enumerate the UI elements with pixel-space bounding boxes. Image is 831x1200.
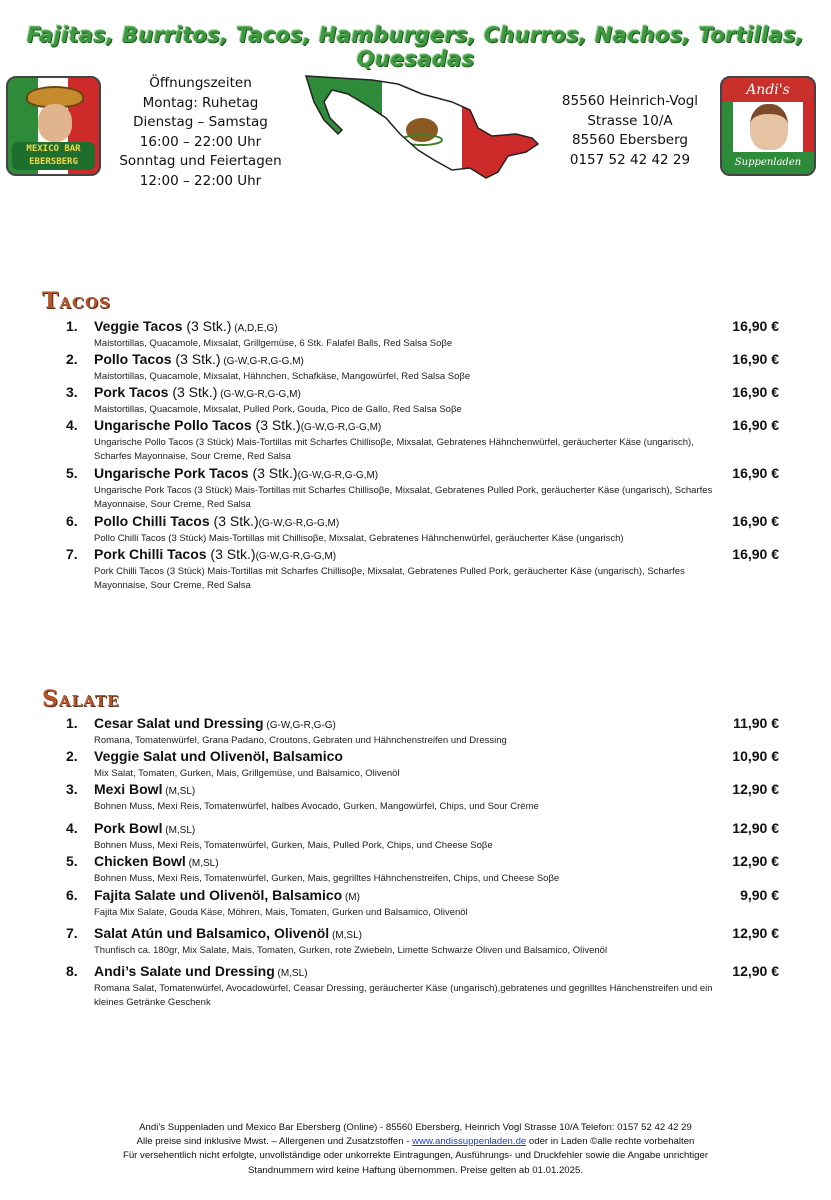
item-name: Pork Tacos	[94, 384, 169, 400]
phone-number: 0157 52 42 42 29	[569, 151, 691, 168]
item-price: 16,90 €	[732, 546, 779, 562]
item-price: 12,90 €	[732, 963, 779, 979]
item-name: Andi’s Salate und Dressing	[94, 963, 275, 979]
item-description: Pollo Chilli Tacos (3 Stück) Mais-Tortillas mit Chillisoβe, Mixsalat, Gebratenes Hähnchenwürfel, geräucherter Käse (ungarisch)	[94, 533, 624, 544]
address-block	[555, 92, 705, 170]
website-link[interactable]: www.andissuppenladen.de	[412, 1136, 527, 1148]
item-price: 16,90 €	[732, 513, 779, 529]
item-name: Ungarische Pork Tacos	[94, 465, 249, 481]
address-line: 85560 Ebersberg	[572, 132, 688, 148]
item-description: Mix Salat, Tomaten, Gurken, Mais, Grillgemüse, und Balsamico, Olivenöl	[94, 768, 400, 779]
item-name: Pollo Tacos	[94, 351, 172, 367]
item-price: 16,90 €	[732, 417, 779, 433]
footer	[60, 1121, 771, 1178]
menu-banner	[0, 20, 831, 71]
andis-suppenladen-logo	[720, 76, 816, 176]
item-description: Ungarische Pollo Tacos (3 Stück) Mais-Tortillas mit Scharfes Chillisoβe, Mixsalat, Gebratenes Hähnchenwürfel, geräucherter Käse (ungarisch), Scharfes Mayonnaise, Sour Creme, Red Salsa	[94, 437, 694, 462]
item-name: Pork Chilli Tacos	[94, 546, 207, 562]
item-price: 9,90 €	[740, 887, 779, 903]
item-price: 16,90 €	[732, 465, 779, 481]
logo-top-text: Andi's	[722, 78, 814, 102]
item-description: Fajita Mix Salate, Gouda Käse, Möhren, Mais, Tomaten, Gurken und Balsamico, Olivenöl	[94, 907, 468, 918]
logo-bottom-text: Suppenladen	[722, 152, 814, 174]
mascot-icon	[38, 104, 72, 142]
item-price: 12,90 €	[732, 925, 779, 941]
item-name: Veggie Salat und Olivenöl, Balsamico	[94, 748, 343, 764]
item-name: Chicken Bowl	[94, 853, 186, 869]
item-description: Romana, Tomatenwürfel, Grana Padano, Croutons, Gebraten und Hähnchenstreifen und Dressing	[94, 735, 507, 746]
hours-line: Dienstag – Samstag	[133, 114, 268, 130]
item-name: Pork Bowl	[94, 820, 163, 836]
banner-text: Fajitas, Burritos, Tacos, Hamburgers, Churros, Nachos, Tortillas, Quesadas	[26, 23, 805, 71]
item-name: Pollo Chilli Tacos	[94, 513, 210, 529]
section-title-salate: Salate	[42, 686, 120, 712]
address-line: Strasse 10/A	[587, 112, 673, 129]
header	[0, 72, 831, 192]
hours-line: Montag: Ruhetag	[142, 94, 259, 111]
item-description: Pork Chilli Tacos (3 Stück) Mais-Tortillas mit Scharfes Chillisoβe, Mixsalat, Gebratenes Pulled Pork, geräucherter Käse (ungarisch), Scharfes Mayonnaise, Sour Creme, Red Salsa	[94, 566, 685, 591]
item-price: 11,90 €	[733, 715, 779, 731]
item-description: Bohnen Muss, Mexi Reis, Tomatenwürfel, Gurken, Mais, Pulled Pork, Chips, und Cheese Soβe	[94, 840, 493, 851]
footer-line: Standnummern wird keine Haftung übernommen. Preise gelten ab 01.01.2025.	[248, 1164, 583, 1176]
item-price: 16,90 €	[732, 351, 779, 367]
item-name: Cesar Salat und Dressing	[94, 715, 264, 731]
item-description: Maistortillas, Quacamole, Mixsalat, Hähnchen, Schafkäse, Mangowürfel, Red Salsa Soβe	[94, 371, 471, 382]
section-title-tacos: Tacos	[42, 288, 111, 314]
footer-line: Für versehentlich nicht erfolgte, unvollständige oder unkorrekte Eintragungen, Ausführungs- und Druckfehler sowie die Angabe unrichtiger	[122, 1150, 709, 1162]
hours-line: 12:00 – 22:00 Uhr	[139, 172, 262, 189]
address-line: 85560 Heinrich-Vogl	[561, 93, 699, 109]
hours-line: 16:00 – 22:00 Uhr	[139, 133, 262, 150]
item-description: Bohnen Muss, Mexi Reis, Tomatenwürfel, Gurken, Mais, gegrilltes Hähnchenstreifen, Chips, und Cheese Soβe	[94, 873, 560, 884]
item-description: Maistortillas, Quacamole, Mixsalat, Grillgemüse, 6 Stk. Falafel Balls, Red Salsa Soβe	[94, 338, 453, 349]
opening-hours	[118, 74, 283, 191]
item-name: Salat Atún und Balsamico, Olivenöl	[94, 925, 330, 941]
hours-line: Sonntag und Feiertagen	[119, 153, 282, 169]
portrait-icon	[750, 104, 788, 150]
item-description: Ungarische Pork Tacos (3 Stück) Mais-Tortillas mit Scharfes Chillisoβe, Mixsalat, Gebratenes Pulled Pork, geräucherter Käse (ungarisch), Scharfes Mayonnaise, Sour Creme, Red Salsa	[94, 485, 713, 510]
hours-line: Öffnungszeiten	[149, 75, 252, 91]
item-price: 16,90 €	[732, 318, 779, 334]
item-price: 12,90 €	[732, 781, 779, 797]
item-price: 16,90 €	[732, 384, 779, 400]
item-price: 12,90 €	[732, 853, 779, 869]
item-name: Mexi Bowl	[94, 781, 163, 797]
item-price: 12,90 €	[732, 820, 779, 836]
mexico-flag-map-icon	[302, 72, 542, 184]
item-description: Romana Salat, Tomatenwürfel, Avocadowürfel, Ceasar Dressing, geräucherter Käse (ungarisch),gebratenes und gegrilltes Hänchenstreifen und ein kleines Getränke Geschenk	[94, 983, 713, 1008]
mexico-bar-logo	[6, 76, 101, 176]
item-price: 10,90 €	[732, 748, 779, 764]
item-description: Bohnen Muss, Mexi Reis, Tomatenwürfel, halbes Avocado, Gurken, Mangowürfel, Chips, und Sour Crème	[94, 801, 539, 812]
footer-line: Andi’s Suppenladen und Mexico Bar Ebersberg (Online) - 85560 Ebersberg, Heinrich Vogl Strasse 10/A Telefon: 0157 52 42 42 29	[139, 1122, 692, 1133]
item-name: Veggie Tacos	[94, 318, 183, 334]
logo-label: MEXICO BAR EBERSBERG	[12, 142, 95, 170]
item-name: Ungarische Pollo Tacos	[94, 417, 252, 433]
item-name: Fajita Salate und Olivenöl, Balsamico	[94, 887, 343, 903]
item-description: Maistortillas, Quacamole, Mixsalat, Pulled Pork, Gouda, Pico de Gallo, Red Salsa Soβe	[94, 404, 462, 415]
footer-line: Alle preise sind inklusive Mwst. – Allergenen und Zusatzstoffen - www.andissuppenladen.de oder in Laden ©alle rechte vorbehalten	[136, 1136, 695, 1148]
item-description: Thunfisch ca. 180gr, Mix Salate, Mais, Tomaten, Gurken, rote Zwiebeln, Limette Schwarze Oliven und Balsamico, Olivenöl	[94, 945, 608, 956]
